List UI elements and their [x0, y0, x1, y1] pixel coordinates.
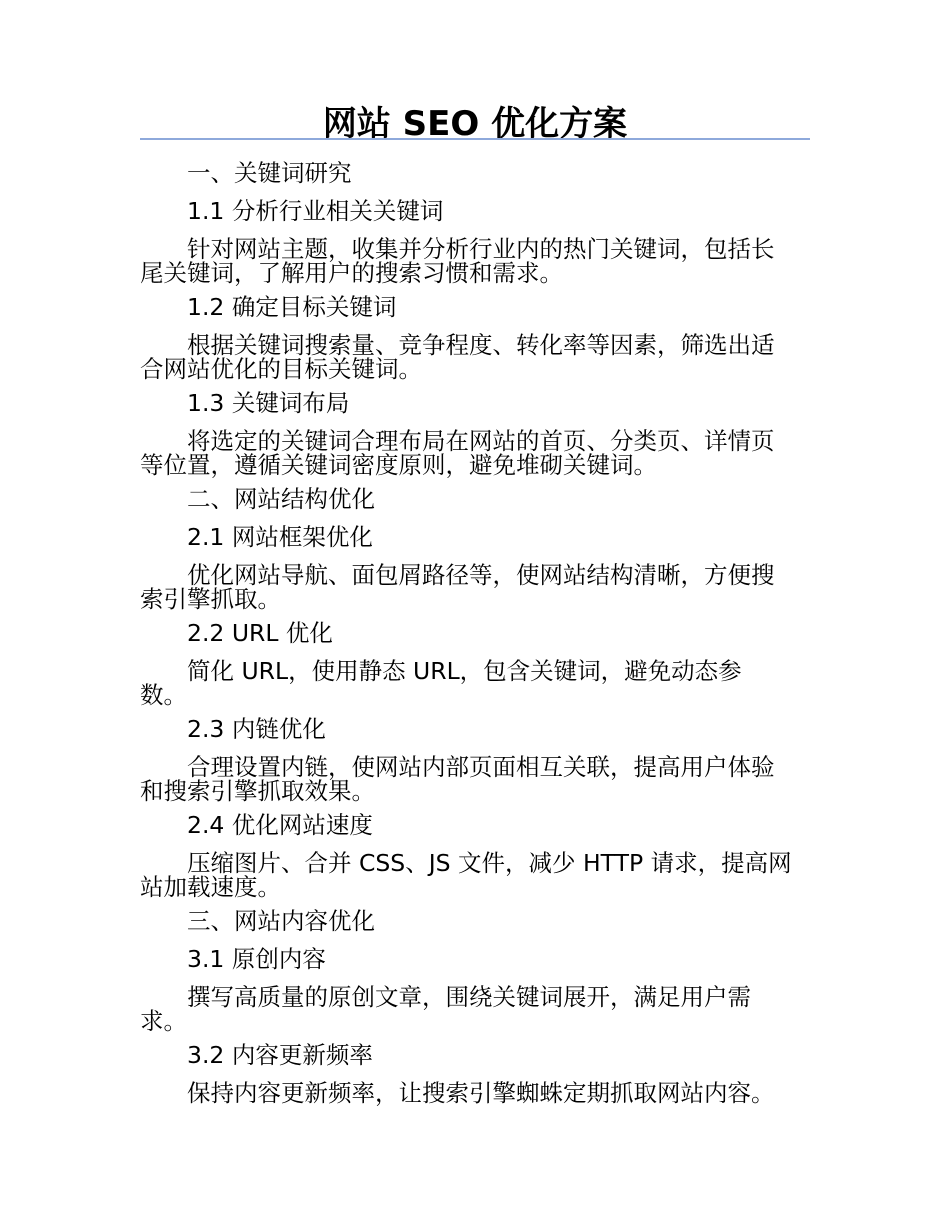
paragraph-line: 和搜索引擎抓取效果。: [140, 777, 375, 805]
paragraph-line: 针对网站主题，收集并分析行业内的热门关键词，包括长: [187, 235, 775, 263]
subsection-heading: 2.2 URL 优化: [187, 619, 333, 647]
paragraph-line: 撰写高质量的原创文章，围绕关键词展开，满足用户需: [187, 983, 751, 1011]
paragraph-line: 索引擎抓取。: [140, 585, 281, 613]
paragraph-line: 合网站优化的目标关键词。: [140, 355, 422, 383]
subsection-heading: 1.2 确定目标关键词: [187, 293, 397, 321]
subsection-heading: 2.4 优化网站速度: [187, 811, 373, 839]
document-title: 网站 SEO 优化方案: [322, 104, 628, 144]
paragraph-line: 合理设置内链，使网站内部页面相互关联，提高用户体验: [187, 753, 775, 781]
subsection-heading: 3.2 内容更新频率: [187, 1041, 373, 1069]
paragraph-line: 压缩图片、合并 CSS、JS 文件，减少 HTTP 请求，提高网: [187, 849, 792, 877]
subsection-heading: 2.1 网站框架优化: [187, 523, 373, 551]
paragraph-line: 简化 URL，使用静态 URL，包含关键词，避免动态参: [187, 657, 742, 685]
title-underline: [140, 138, 810, 140]
paragraph-line: 尾关键词，了解用户的搜索习惯和需求。: [140, 259, 563, 287]
paragraph-line: 保持内容更新频率，让搜索引擎蜘蛛定期抓取网站内容。: [187, 1079, 775, 1107]
subsection-heading: 1.1 分析行业相关关键词: [187, 197, 444, 225]
section-heading: 一、关键词研究: [187, 159, 352, 187]
subsection-heading: 3.1 原创内容: [187, 945, 326, 973]
subsection-heading: 2.3 内链优化: [187, 715, 326, 743]
paragraph-line: 优化网站导航、面包屑路径等，使网站结构清晰，方便搜: [187, 561, 775, 589]
paragraph-line: 根据关键词搜索量、竞争程度、转化率等因素，筛选出适: [187, 331, 775, 359]
paragraph-line: 数。: [140, 681, 187, 709]
paragraph-line: 求。: [140, 1007, 187, 1035]
paragraph-line: 将选定的关键词合理布局在网站的首页、分类页、详情页: [187, 427, 775, 455]
section-heading: 二、网站结构优化: [187, 485, 375, 513]
paragraph-line: 等位置，遵循关键词密度原则，避免堆砌关键词。: [140, 451, 657, 479]
subsection-heading: 1.3 关键词布局: [187, 389, 350, 417]
section-heading: 三、网站内容优化: [187, 907, 375, 935]
paragraph-line: 站加载速度。: [140, 873, 281, 901]
